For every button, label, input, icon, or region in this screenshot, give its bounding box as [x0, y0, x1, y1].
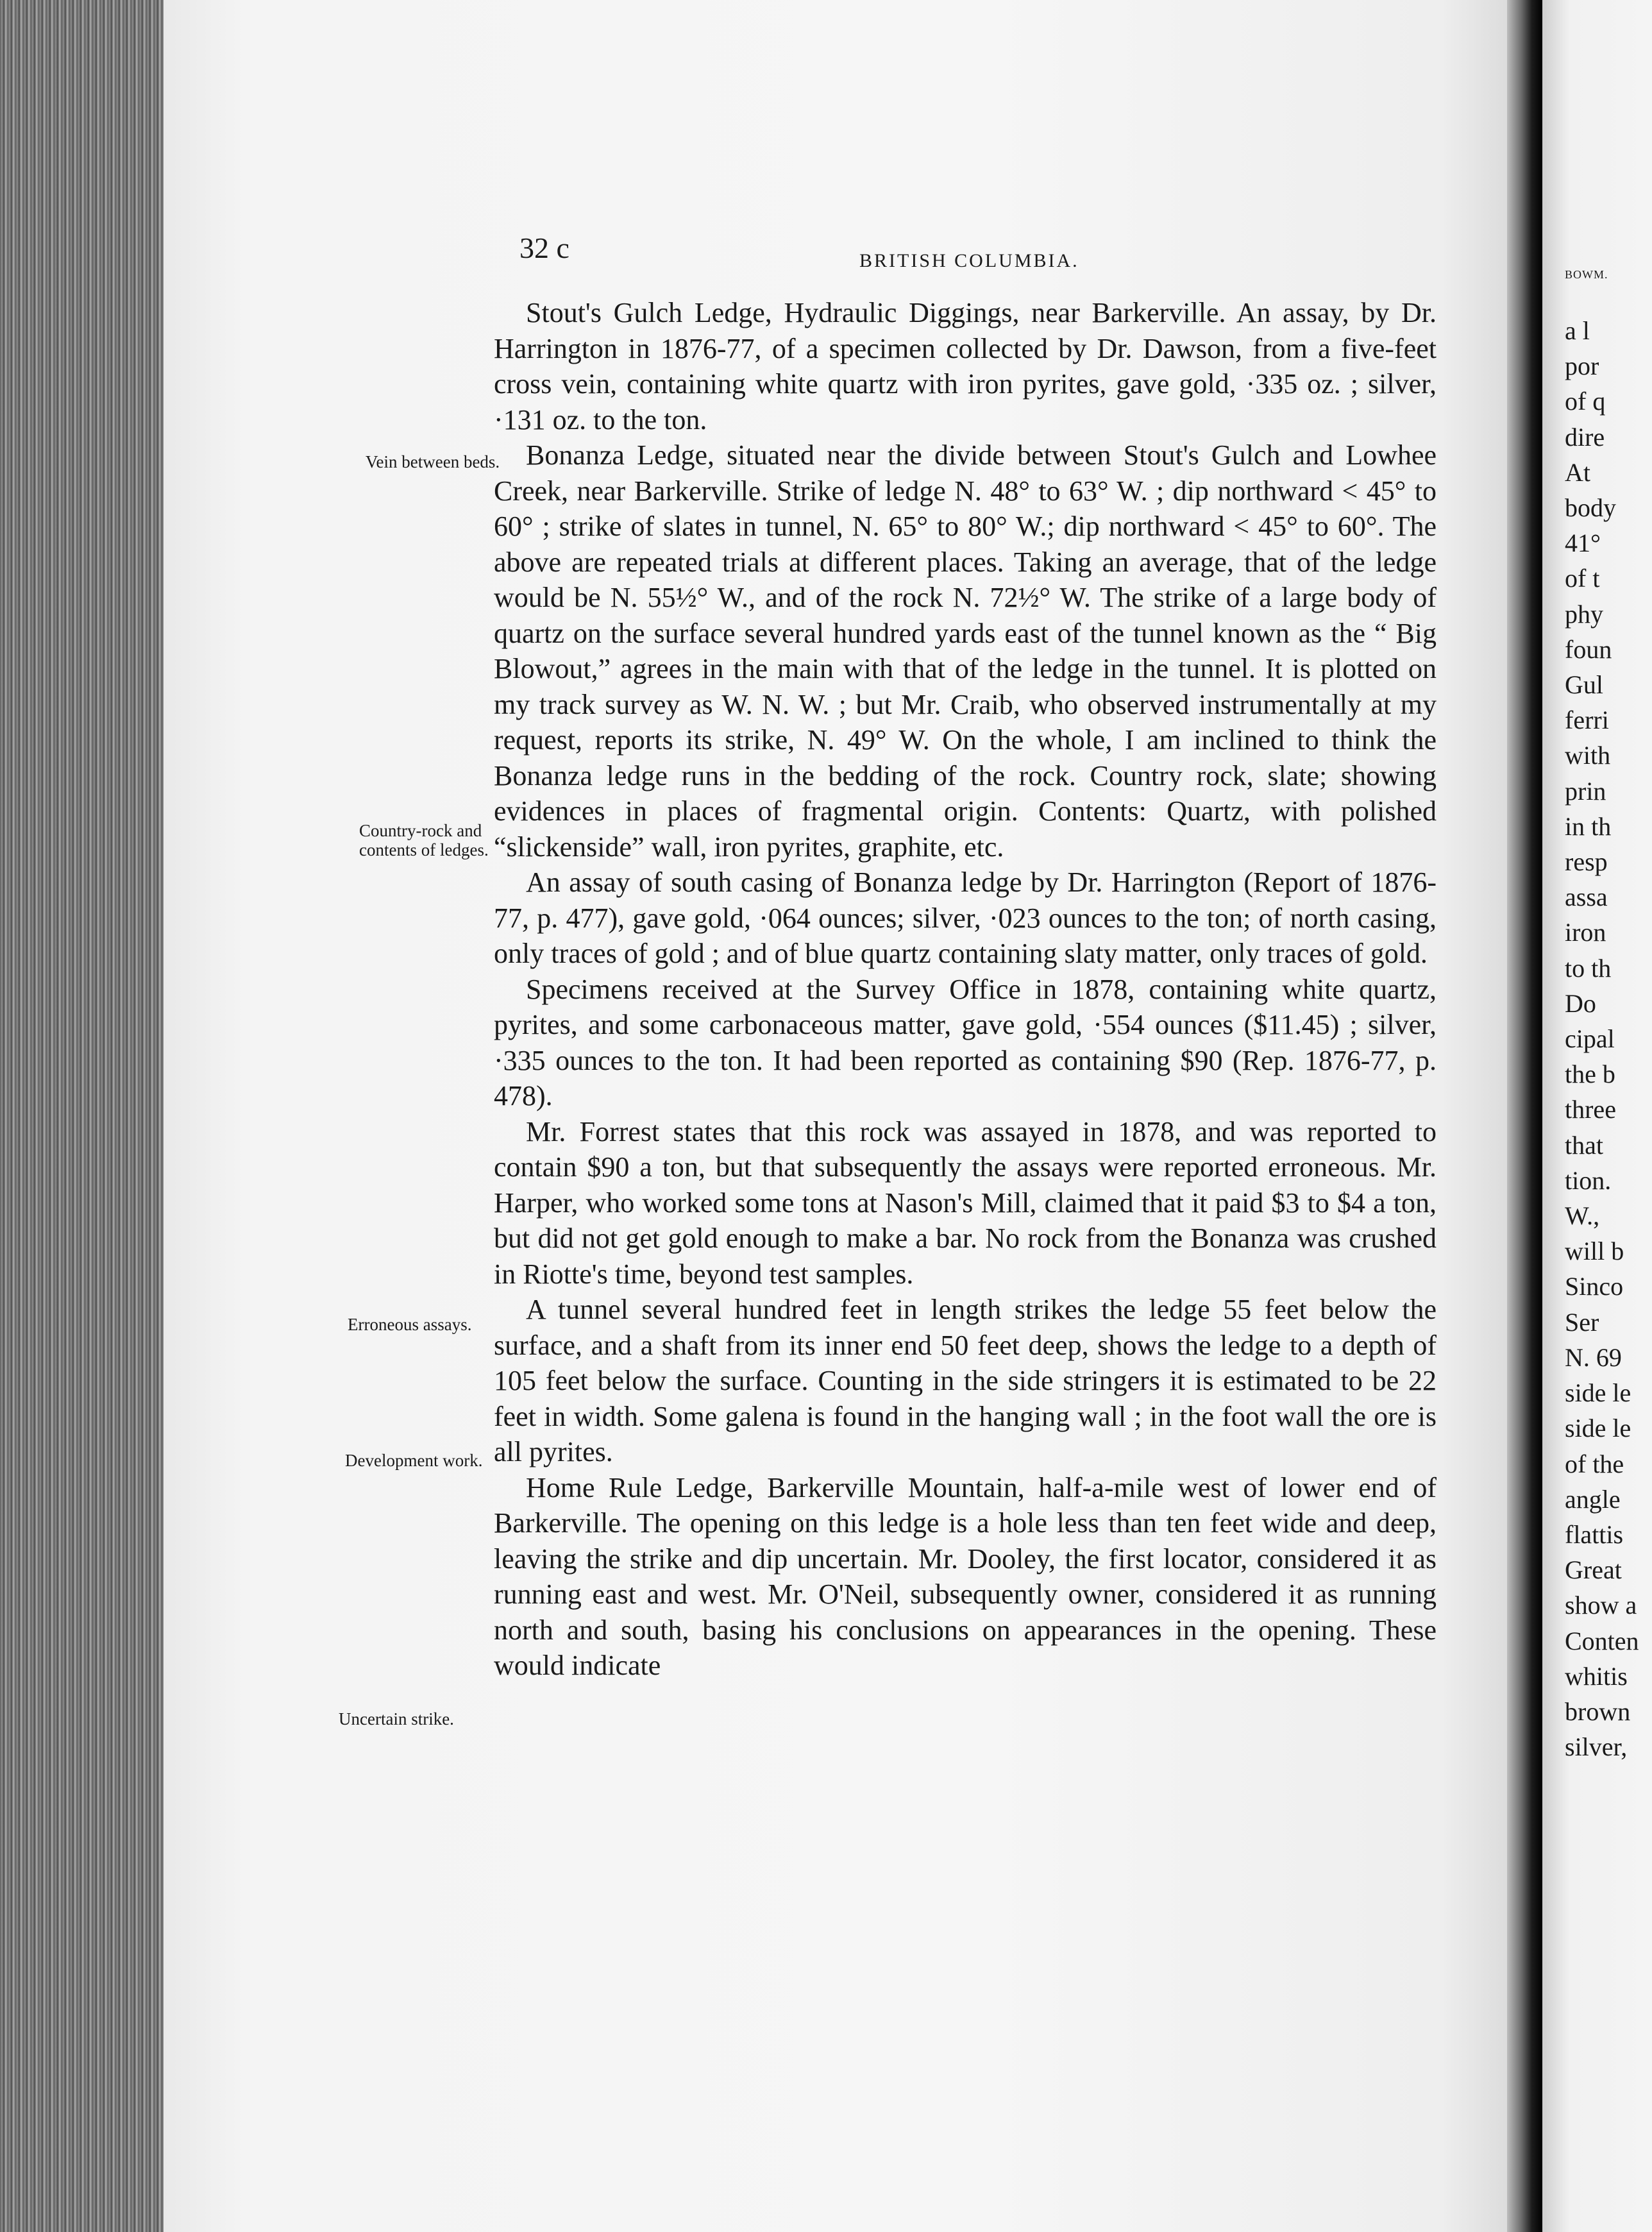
body-text: [494, 295, 1437, 1684]
marginal-note-development: Development work.: [345, 1451, 483, 1470]
book-gutter: [1507, 0, 1542, 2232]
marginal-note-uncertain: Uncertain strike.: [339, 1709, 454, 1729]
paragraph-forrest: Mr. Forrest states that this rock was assayed in 1878, and was reported to contain $90 a ton, but that subsequently the assays were reported erroneous. Mr. Harper, who worked some tons at Nason's Mill, claimed that it paid $3 to $4 a ton, but did not get gold enough to make a bar. No rock from the Bonanza was crushed in Riotte's time, beyond test samples.: [494, 1115, 1437, 1290]
paragraph-assay-casing: An assay of south casing of Bonanza ledge by Dr. Harrington (Report of 1876-77, p. 477), gave gold, ·064 ounces; silver, ·023 ounces to the ton; of north casing, only traces of gold ; and of blue quartz containing slaty matter, only traces of gold.: [494, 867, 1437, 969]
facing-running-head: BOWM.: [1565, 268, 1608, 281]
paragraph-bonanza: Bonanza Ledge, situated near the divide between Stout's Gulch and Lowhee Creek, near Barkerville. Strike of ledge N. 48° to 63° W. ; dip northward < 45° to 60° ; strike of slates in tunnel, N. 65° to 80° W.; dip northward < 45° to 60°. The above are repeated trials at different places. Taking an average, that of the ledge would be N. 55½° W., and of the rock N. 72½° W. The strike of a large body of quartz on the surface several hundred yards east of the tunnel known as the “ Big Blowout,” agrees in the main with that of the ledge in the tunnel. It is plotted on my track survey as W. N. W. ; but Mr. Craib, who observed instrumentally at my request, reports its strike, N. 49° W. On the whole, I am inclined to think the Bonanza ledge runs in the bedding of the rock. Country rock, slate; showing evidences in places of fragmental origin. Contents: Quartz, with polished “slickenside” wall, iron pyrites, graphite, etc.: [494, 439, 1437, 863]
marginal-note-vein: Vein between beds.: [366, 452, 500, 471]
marginal-note-erroneous: Erroneous assays.: [348, 1315, 472, 1334]
book-page-edges: [0, 0, 167, 2232]
paragraph-home-rule: Home Rule Ledge, Barkerville Mountain, half-a-mile west of lower end of Barkerville. The opening on this ledge is a hole less than ten feet wide and deep, leaving the strike and dip uncertain. Mr. Dooley, the first locator, considered it as running east and west. Mr. O'Neil, subsequently owner, considered it as running north and south, basing his conclusions on appearances in the opening. These would indicate: [494, 1471, 1437, 1681]
running-head: BRITISH COLUMBIA.: [859, 250, 1079, 271]
page-number: 32 c: [519, 232, 569, 264]
paragraph-specimens: Specimens received at the Survey Office in 1878, containing white quartz, pyrites, and some carbonaceous matter, gave gold, ·554 ounces ($11.45) ; silver, ·335 ounces to the ton. It had been reported as containing $90 (Rep. 1876-77, p. 478).: [494, 973, 1437, 1112]
marginal-note-country-rock: Country-rock and contents of ledges.: [359, 821, 489, 859]
facing-page-text: a l por of q dire At body 41° of t phy foun Gul ferri with prin in th resp assa iron to th Do cipal the b three that tion. W., will b Sinco Ser N. 69 side le side le of the angle flattis Great show a Conten whitis brown silver,: [1565, 316, 1639, 1762]
paragraph-tunnel: A tunnel several hundred feet in length strikes the ledge 55 feet below the surface, and a shaft from its inner end 50 feet deep, shows the ledge to a depth of 105 feet below the surface. Counting in the side stringers it is estimated to be 22 feet in width. Some galena is found in the hanging wall ; in the foot wall the ore is all pyrites.: [494, 1294, 1437, 1467]
paragraph-stouts-gulch: Stout's Gulch Ledge, Hydraulic Diggings, near Barkerville. An assay, by Dr. Harrington in 1876-77, of a specimen collected by Dr. Dawson, from a five-feet cross vein, containing white quartz with iron pyrites, gave gold, ·335 oz. ; silver, ·131 oz. to the ton.: [494, 297, 1437, 435]
